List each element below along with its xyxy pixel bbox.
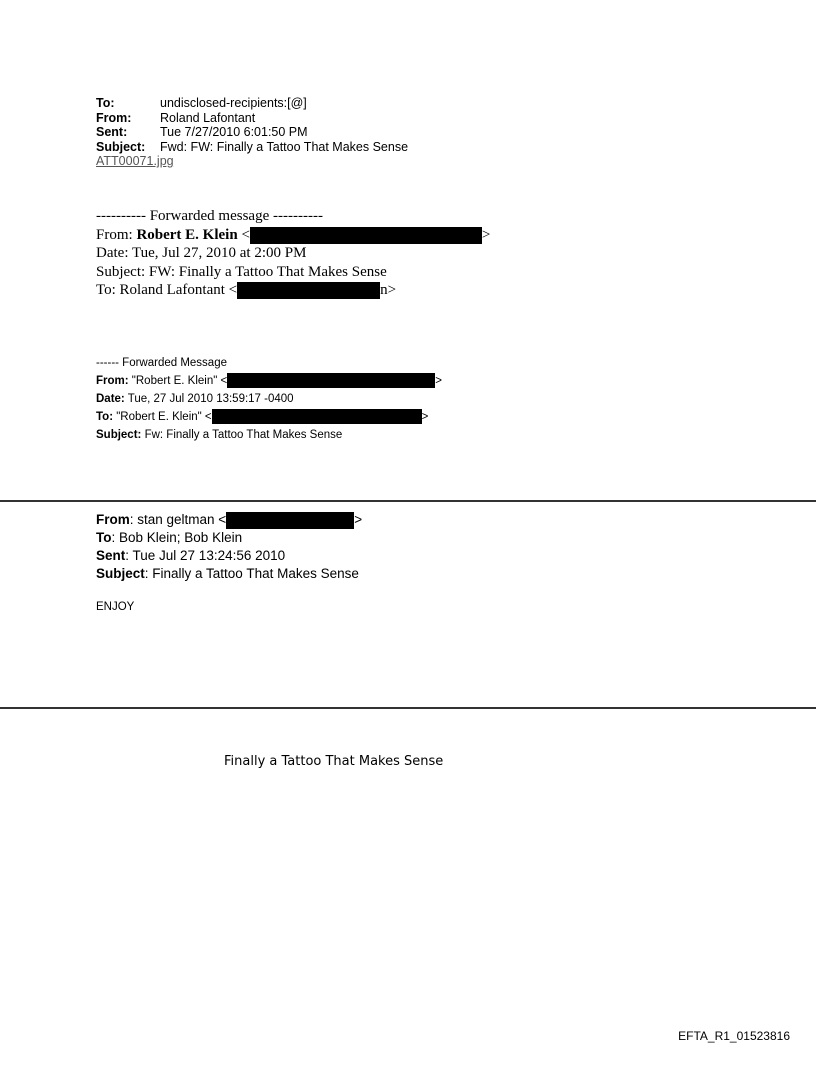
orig-from-label: From [96, 512, 130, 527]
to-value: undisclosed-recipients:[@] [160, 96, 307, 110]
redaction-block [227, 373, 435, 388]
forward2-to-line [96, 408, 442, 426]
forward2-to-value: "Robert E. Klein" < [113, 411, 212, 423]
redaction-block [250, 227, 482, 244]
forward2-date-value: Tue, 27 Jul 2010 13:59:17 -0400 [124, 393, 294, 405]
from-label: From: [96, 110, 132, 125]
sent-label: Sent: [96, 125, 128, 139]
divider [0, 707, 816, 709]
forward2-subject-value: Fw: Finally a Tattoo That Makes Sense [141, 429, 343, 441]
forward2-to-label: To: [96, 411, 114, 423]
orig-sent-line [96, 547, 362, 565]
forward-from-close: > [481, 226, 491, 243]
forward2-subject-line [96, 426, 442, 444]
subject-label: Subject: [96, 139, 146, 154]
forward2-banner: ------ Forwarded Message [96, 357, 227, 369]
orig-to-value: : Bob Klein; Bob Klein [111, 530, 243, 545]
redaction-block [212, 409, 422, 424]
sent-value: Tue 7/27/2010 6:01:50 PM [160, 125, 308, 139]
header-sent-row [96, 125, 408, 140]
orig-to-label: To [96, 530, 112, 545]
forward-to-close: n> [380, 282, 397, 298]
orig-subject-value: : Finally a Tattoo That Makes Sense [144, 566, 359, 581]
forward2-to-close: > [421, 411, 429, 423]
forward-subject: Subject: FW: Finally a Tattoo That Makes Sense [96, 263, 387, 280]
forward-to-line [96, 281, 490, 300]
orig-from-line [96, 511, 362, 529]
forward2-subject-label: Subject: [96, 429, 142, 441]
redaction-block [226, 512, 354, 529]
to-label: To: [96, 96, 115, 110]
header-subject-row [96, 140, 408, 155]
orig-from-close: > [354, 512, 363, 527]
orig-sent-label: Sent [96, 548, 126, 563]
orig-sent-value: : Tue Jul 27 13:24:56 2010 [125, 548, 286, 563]
orig-from-value: : stan geltman < [129, 512, 227, 527]
forward-from-name: Robert E. Klein [136, 226, 238, 243]
forward2-date-line [96, 390, 442, 408]
forward2-date-label: Date: [96, 393, 125, 405]
redaction-block [237, 282, 380, 299]
forward-from-prefix: From: [96, 226, 137, 243]
orig-subject-label: Subject [96, 566, 145, 581]
forward2-from-close: > [435, 375, 442, 387]
orig-subject-line [96, 565, 362, 583]
document-id: EFTA_R1_01523816 [678, 1029, 790, 1043]
attachment-link[interactable]: ATT00071.jpg [96, 154, 174, 168]
header-from-row [96, 111, 408, 126]
divider [0, 500, 816, 502]
orig-to-line [96, 529, 362, 547]
email-header [96, 96, 408, 169]
forwarded-message-1 [96, 207, 490, 300]
forward2-from-label: From: [96, 375, 129, 387]
subject-value: Fwd: FW: Finally a Tattoo That Makes Sense [160, 139, 409, 154]
forward-banner: ---------- Forwarded message ---------- [96, 208, 323, 224]
header-to-row [96, 96, 408, 111]
forward-from-line [96, 226, 490, 245]
forward2-from-value: "Robert E. Klein" < [128, 375, 228, 387]
forward-to-prefix: To: Roland Lafontant < [96, 282, 238, 298]
forward-date: Date: Tue, Jul 27, 2010 at 2:00 PM [96, 245, 307, 261]
from-value: Roland Lafontant [160, 110, 256, 125]
message-body: ENJOY [96, 601, 135, 613]
original-message [96, 511, 362, 583]
forwarded-message-2 [96, 354, 442, 444]
forward2-from-line [96, 372, 442, 390]
forward-from-open: < [237, 226, 250, 243]
image-caption: Finally a Tattoo That Makes Sense [224, 754, 444, 769]
